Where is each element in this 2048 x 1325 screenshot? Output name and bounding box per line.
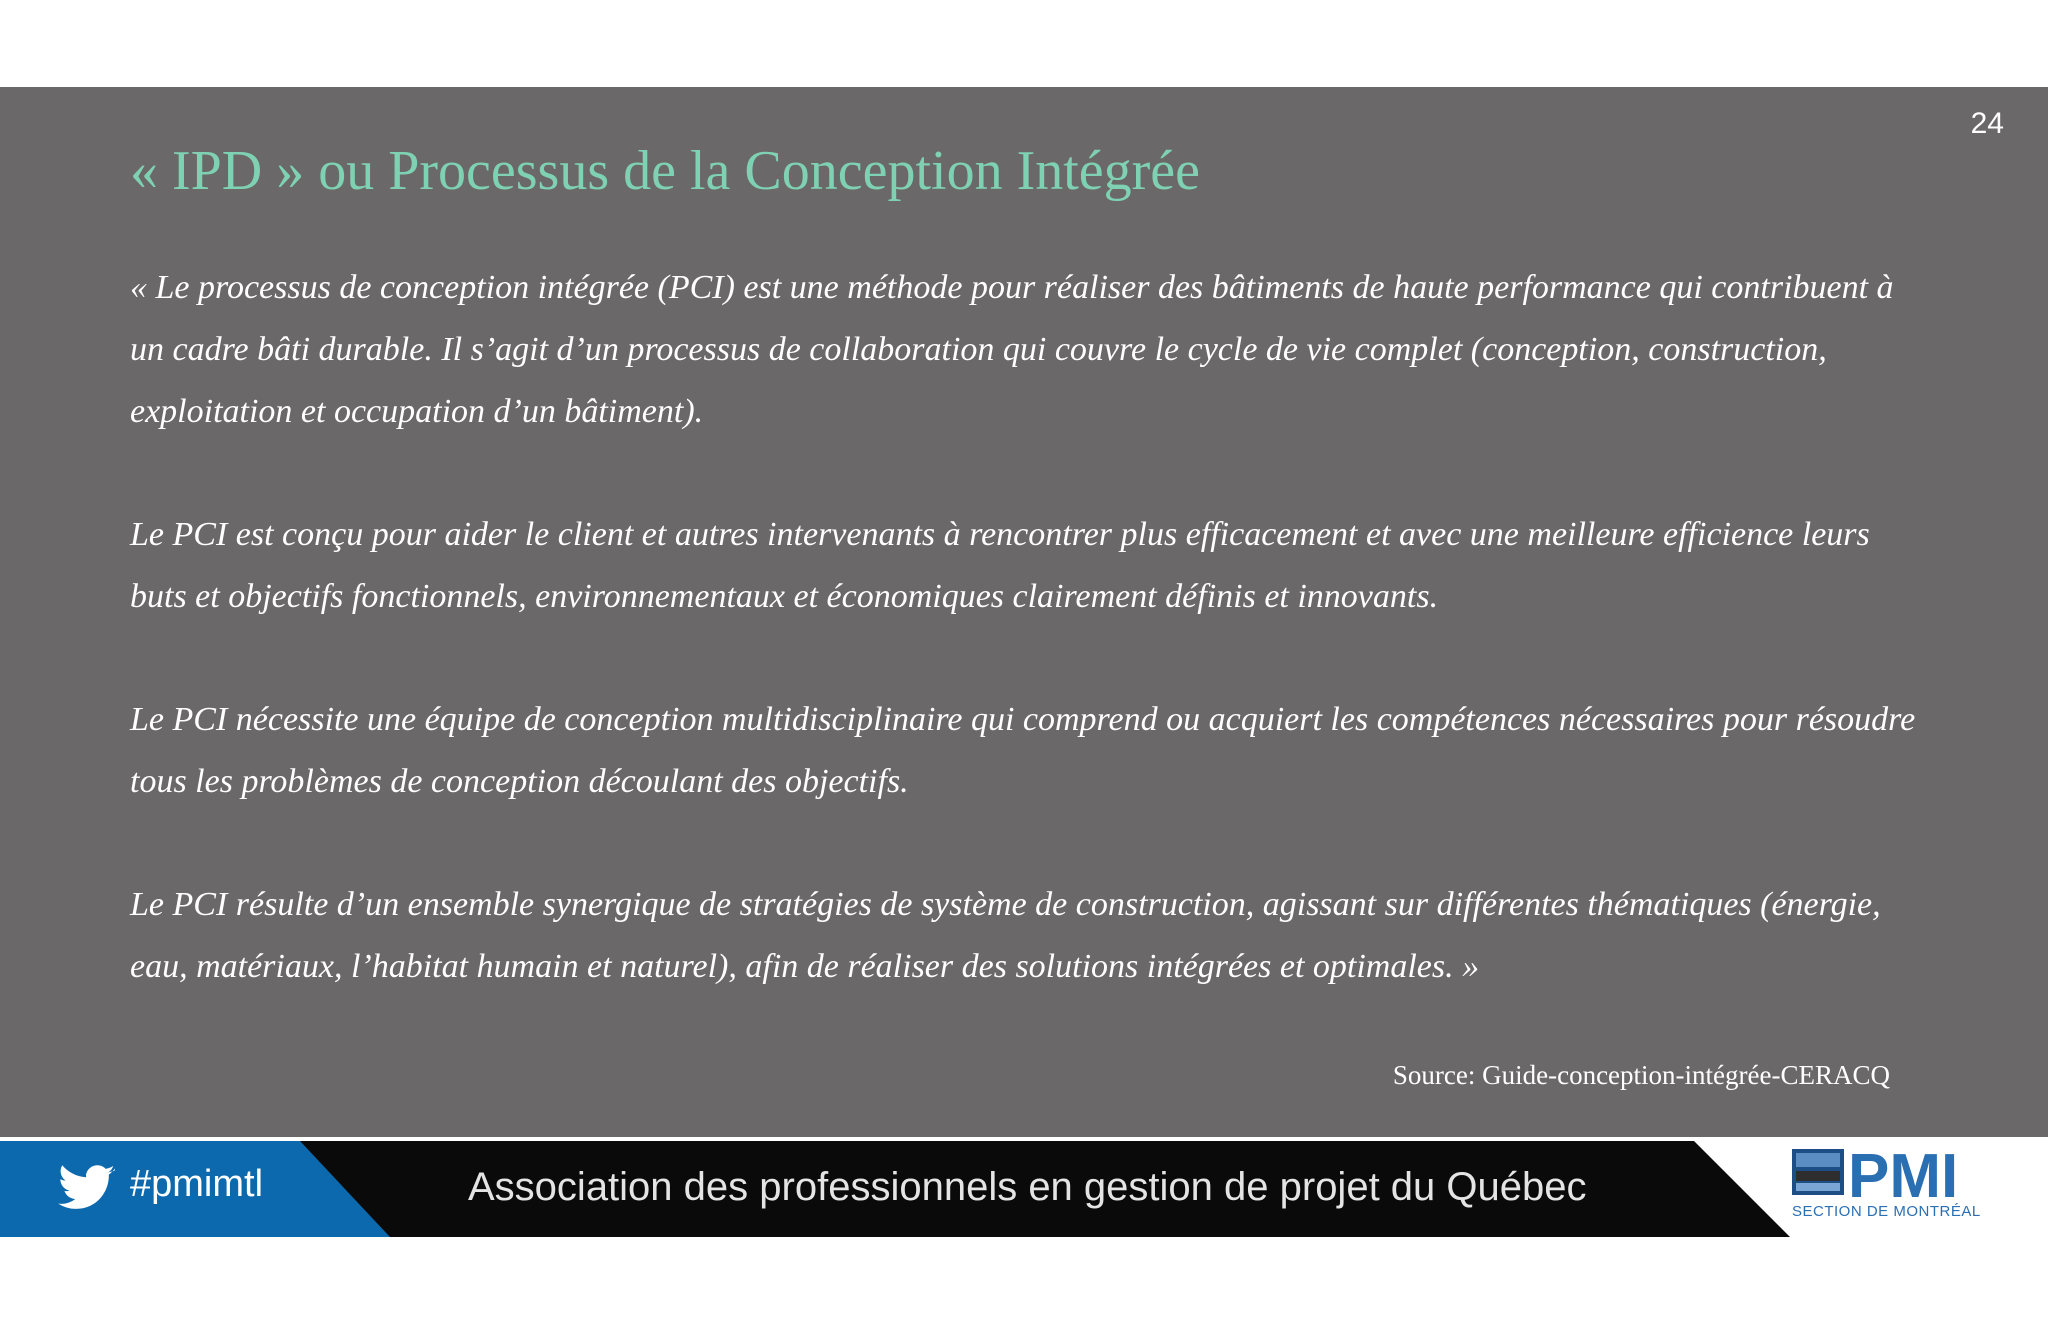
paragraph-3: Le PCI nécessite une équipe de conception multidisciplinaire qui comprend ou acquiert les compétences nécessaires pour résoudre tous les problèmes de conception découlant des objectifs. — [130, 701, 1916, 800]
twitter-hashtag: #pmimtl — [130, 1163, 264, 1205]
pmi-logo — [1792, 1143, 2002, 1203]
pmi-logo-text: PMI — [1848, 1143, 1959, 1203]
slide-body — [130, 257, 1930, 1059]
association-name: Association des professionnels en gestion de projet du Québec — [468, 1165, 1587, 1209]
paragraph-4: Le PCI résulte d’un ensemble synergique de stratégies de système de construction, agissant sur différentes thématiques (énergie, eau, matériaux, l’habitat humain et naturel), afin de réaliser des solutions intégrées et optimales. » — [130, 886, 1881, 985]
slide-title: « IPD » ou Processus de la Conception Intégrée — [130, 140, 1200, 202]
paragraph-1: « Le processus de conception intégrée (PCI) est une méthode pour réaliser des bâtiments de haute performance qui contribuent à un cadre bâti durable. Il s’agit d’un processus de collaboration qui couvre le cycle de vie complet (conception, construction, exploitation et occupation d’un bâtiment). — [130, 269, 1894, 430]
slide — [0, 87, 2048, 1137]
page-number: 24 — [1970, 107, 2004, 140]
paragraph-2: Le PCI est conçu pour aider le client et autres intervenants à rencontrer plus efficacement et avec une meilleure efficience leurs buts et objectifs fonctionnels, environnementaux et économiques clairement définis et innovants. — [130, 516, 1870, 615]
twitter-bird-icon — [58, 1165, 116, 1213]
source-citation: Source: Guide-conception-intégrée-CERACQ — [1392, 1060, 1890, 1090]
footer-banner — [0, 1137, 2048, 1237]
pmi-section-caption: SECTION DE MONTRÉAL — [1792, 1203, 1981, 1220]
